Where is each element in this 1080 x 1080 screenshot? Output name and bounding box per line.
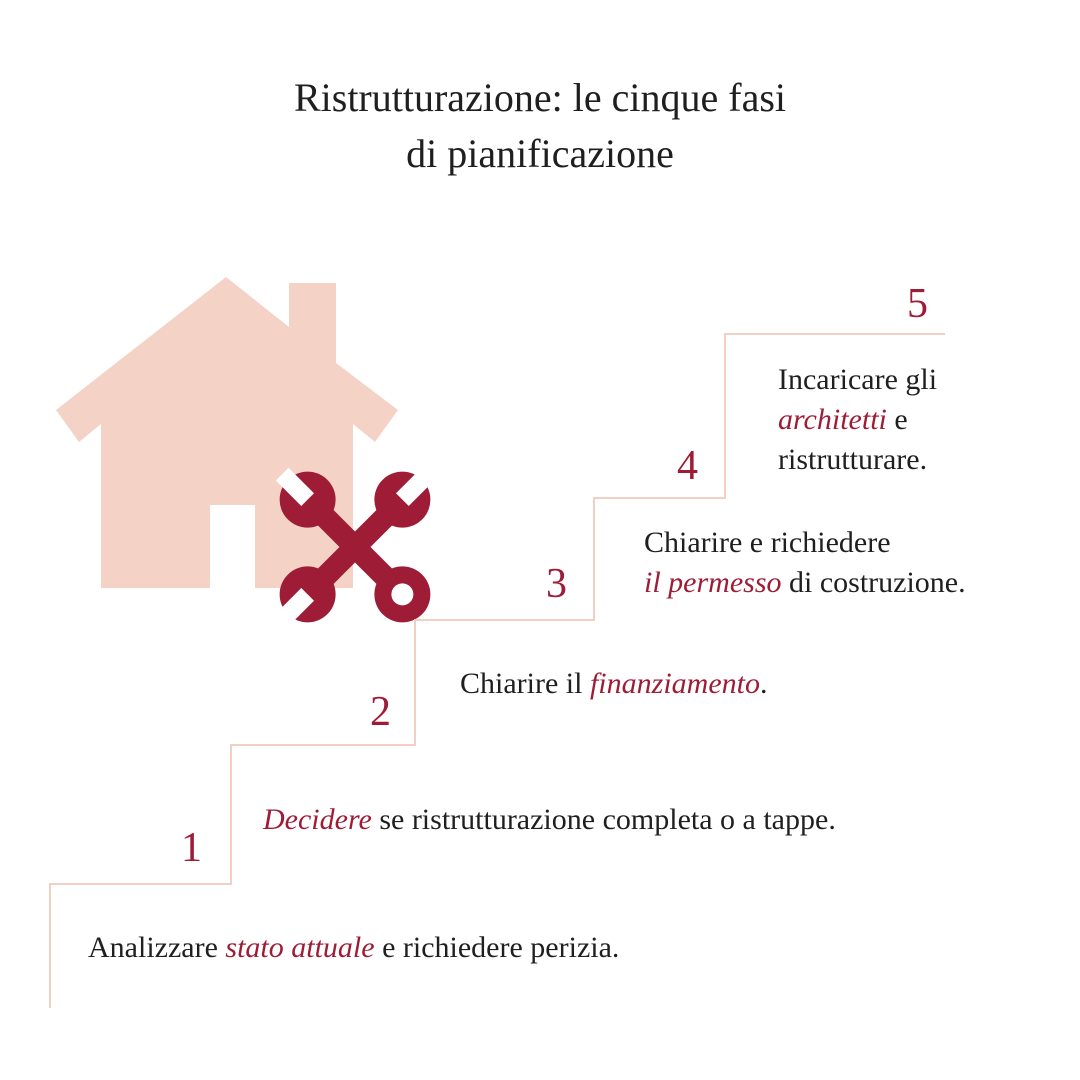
step-3-emphasis: finanziamento <box>589 667 760 700</box>
step-1-emphasis: stato attuale <box>225 931 375 964</box>
step-2-number: 2 <box>370 689 391 735</box>
step-1-part-3: e richiedere perizia. <box>374 931 620 964</box>
step-3-number: 3 <box>546 561 567 607</box>
step-4-number: 4 <box>677 443 698 489</box>
step-2-part-2: se ristrutturazione completa o a tappe. <box>371 803 836 836</box>
title-line-2: di pianificazione <box>406 131 674 176</box>
step-3-part-3: . <box>759 667 768 700</box>
title-line-1: Ristrutturazione: le cinque fasi <box>293 75 787 120</box>
step-5-emphasis: architetti <box>778 403 887 436</box>
step-5-line-1: Incaricare gli <box>778 363 938 396</box>
step-1-number: 1 <box>181 825 202 871</box>
step-4-line-1: Chiarire e richiedere <box>644 526 891 559</box>
step-4-part-2: di costruzione. <box>781 566 966 599</box>
step-5-line-2 <box>778 400 937 440</box>
step-1-text <box>88 928 619 968</box>
step-4-text <box>644 523 966 603</box>
step-2-text <box>263 800 836 840</box>
step-4-line-2 <box>644 563 966 603</box>
step-5-text <box>778 360 937 480</box>
step-4-emphasis: il permesso <box>644 566 782 599</box>
step-5-line-3: ristrutturare. <box>778 443 928 476</box>
step-1-part-1: Analizzare <box>88 931 226 964</box>
step-5-part-2: e <box>886 403 908 436</box>
step-3-part-1: Chiarire il <box>460 667 590 700</box>
step-3-text <box>460 664 767 704</box>
step-2-emphasis: Decidere <box>263 803 372 836</box>
step-5-number: 5 <box>907 281 928 327</box>
